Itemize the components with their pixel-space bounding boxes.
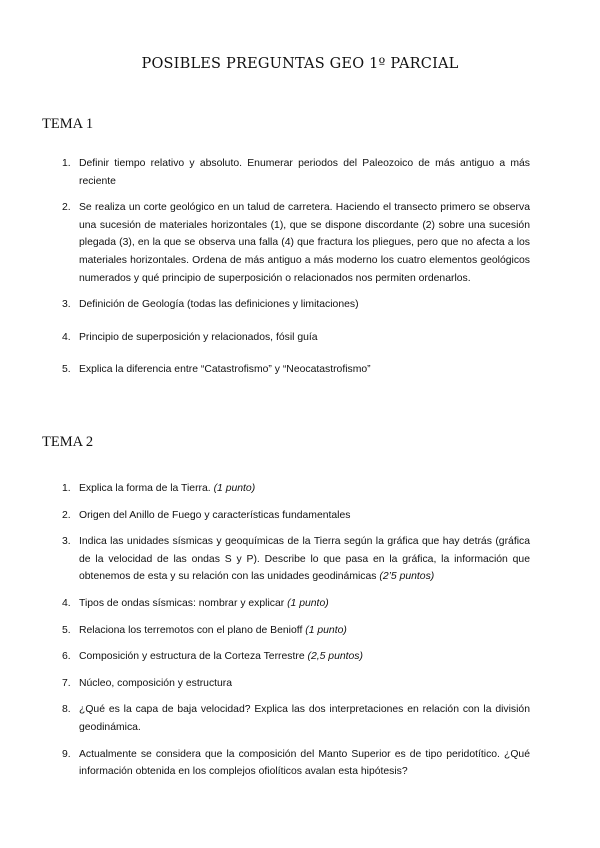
question-item bbox=[62, 361, 530, 379]
document-title: POSIBLES PREGUNTAS GEO 1º PARCIAL bbox=[141, 56, 459, 72]
question-item bbox=[62, 329, 530, 347]
question-list-tema-2 bbox=[62, 480, 530, 781]
question-number: 8. bbox=[62, 704, 71, 716]
question-item bbox=[62, 155, 530, 190]
question-points: (1 punto) bbox=[213, 483, 256, 494]
question-item bbox=[62, 507, 530, 525]
section-heading-tema-1: TEMA 1 bbox=[42, 116, 94, 132]
question-item bbox=[62, 648, 530, 666]
question-points: (1 punto) bbox=[287, 597, 329, 609]
question-number: 2. bbox=[62, 202, 71, 214]
question-item bbox=[62, 701, 530, 736]
question-list-tema-1 bbox=[62, 155, 530, 379]
question-item bbox=[62, 675, 530, 693]
question-text: Actualmente se considera que la composición del Manto Superior es de tipo peridotítico. ¿Qué información obtenida en los complejos ofiolíticos avalan esta hipótesis? bbox=[79, 748, 530, 778]
question-points: (1 punto) bbox=[305, 624, 347, 636]
question-item bbox=[62, 199, 530, 287]
question-text: Explica la diferencia entre “Catastrofismo” y “Neocatastrofismo” bbox=[79, 364, 371, 376]
question-text: Composición y estructura de la Corteza Terrestre bbox=[79, 651, 305, 663]
question-number: 4. bbox=[62, 331, 71, 343]
question-text: Origen del Anillo de Fuego y características fundamentales bbox=[79, 509, 351, 521]
question-item bbox=[62, 746, 530, 781]
question-number: 4. bbox=[62, 597, 71, 609]
question-number: 3. bbox=[62, 299, 71, 311]
question-item bbox=[62, 480, 530, 498]
question-number: 5. bbox=[62, 364, 71, 376]
question-points: (2,5 puntos) bbox=[307, 651, 363, 663]
question-text: Se realiza un corte geológico en un talud de carretera. Haciendo el transecto primero se observa una sucesión de materiales horizontales (1), que se dispone discordante (2) sobre una sucesión plegada (3), en la que se observa una falla (4) que fractura los pliegues, pero que no afecta a los materiales horizontales. Ordena de más antiguo a más moderno los cuatro elementos geológicos numerados y qué principio de superposición o relacionados nos permiten ordenarlos. bbox=[79, 202, 530, 284]
question-number: 7. bbox=[62, 677, 71, 689]
question-item bbox=[62, 296, 530, 314]
question-text: Núcleo, composición y estructura bbox=[79, 677, 233, 689]
question-text: Indica las unidades sísmicas y geoquímicas de la Tierra según la gráfica que hay detrás (gráfica de la velocidad de las ondas S y P). Describe lo que pasa en la gráfica, la información que obtenemos de esta y su relación con las unidades geodinámicas bbox=[79, 536, 530, 583]
question-item bbox=[62, 595, 530, 613]
question-number: 2. bbox=[62, 509, 71, 521]
question-item bbox=[62, 533, 530, 586]
question-number: 9. bbox=[62, 748, 71, 760]
question-number: 5. bbox=[62, 624, 71, 636]
question-text: Tipos de ondas sísmicas: nombrar y explicar bbox=[79, 597, 285, 609]
question-number: 6. bbox=[62, 651, 71, 663]
question-number: 3. bbox=[62, 536, 71, 548]
question-text: Explica la forma de la Tierra. bbox=[79, 483, 211, 494]
question-number: 1. bbox=[62, 483, 71, 494]
question-number: 1. bbox=[62, 158, 71, 169]
question-text: Definir tiempo relativo y absoluto. Enumerar periodos del Paleozoico de más antiguo a más reciente bbox=[79, 158, 530, 187]
question-item bbox=[62, 622, 530, 640]
question-text: Relaciona los terremotos con el plano de Benioff bbox=[79, 624, 303, 636]
question-text: Definición de Geología (todas las definiciones y limitaciones) bbox=[79, 299, 359, 311]
question-points: (2’5 puntos) bbox=[379, 571, 435, 583]
question-text: ¿Qué es la capa de baja velocidad? Explica las dos interpretaciones en relación con la división geodinámica. bbox=[79, 704, 530, 733]
section-heading-tema-2: TEMA 2 bbox=[42, 434, 94, 450]
question-text: Principio de superposición y relacionados, fósil guía bbox=[79, 331, 318, 343]
